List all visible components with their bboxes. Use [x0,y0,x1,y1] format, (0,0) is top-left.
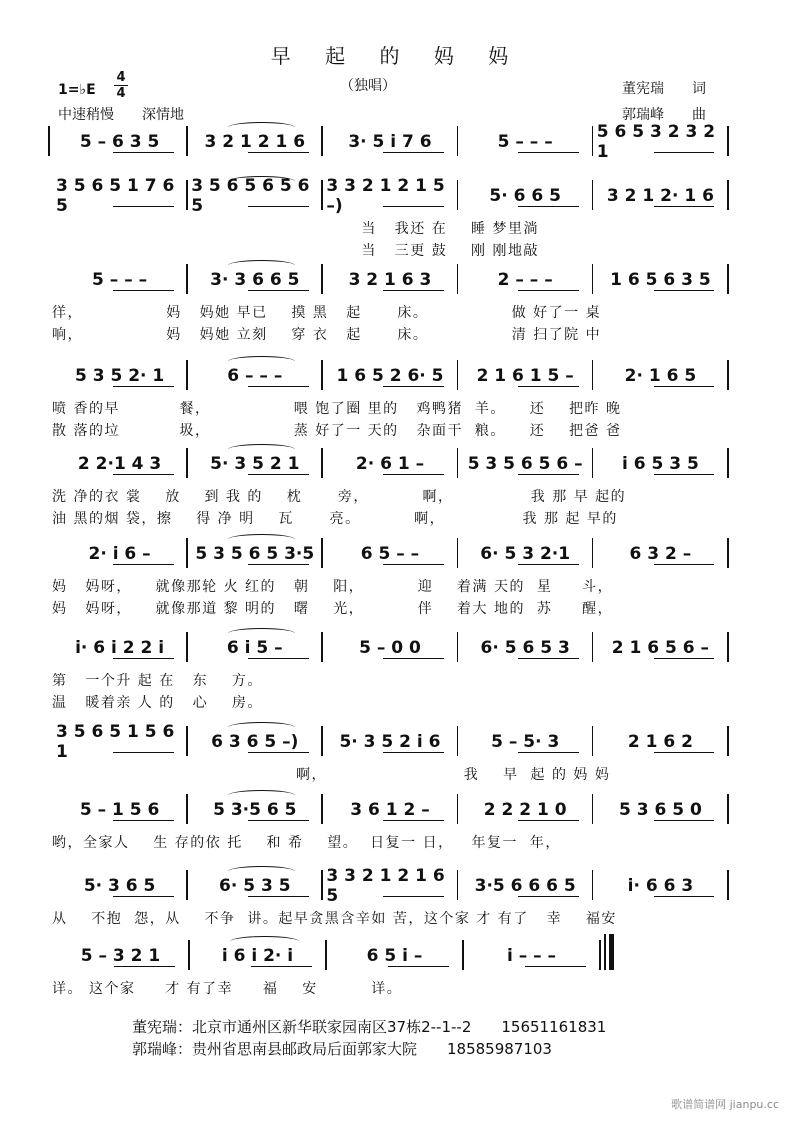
lyrics-verse-1: 妈 妈呀， 就像那轮 火 红的 朝 阳， 迎 着满 天的 星 斗， [52,579,614,595]
measure: 5 3 6 5 0 [618,800,702,820]
measure: 3 2 1 6 3 [348,270,432,290]
beam-underline [383,290,444,291]
beam-underline [248,152,309,153]
lyrics-verse-1: 详。 这个家 才 有了幸 福 安 详。 [52,981,403,997]
song-title: 早 起 的 妈 妈 [270,44,523,68]
site-watermark: 歌谱简谱网 jianpu.cc [671,1098,779,1111]
contact-line-composer: 郭瑞峰：贵州省思南县邮政局后面郭家大院 18585987103 [132,1040,552,1058]
beam-underline [383,658,444,659]
measure: 5 – 5· 3 [491,732,560,752]
lyrics-verse-1: 当 我还 在 睡 梦里淌 [52,221,539,237]
measure: 2· i 6 – [88,544,151,564]
measure: 1 6 5 2 6· 5 [336,366,444,386]
beam-underline [654,206,715,207]
measure: 5· 3 5 2 i 6 [339,732,441,752]
beam-underline [113,564,174,565]
bar-line [727,726,729,756]
beam-underline [113,896,174,897]
beam-underline [518,152,579,153]
beam-underline [518,820,579,821]
composer-credit: 郭瑞峰 曲 [622,107,706,123]
beam-underline [654,474,715,475]
lyrics-verse-1: 洗 净的衣 裳 放 到 我 的 枕 旁， 啊， 我 那 早 起的 [52,489,627,505]
beam-underline [383,896,444,897]
measure: 3 5 6 5 6 5 6 5 [191,176,310,216]
slur-mark [228,534,296,545]
measure: 3 2 1 2 1 6 [204,132,306,152]
beam-underline [248,752,309,753]
beam-underline [113,290,174,291]
beam-underline [383,206,444,207]
notation-row [52,540,728,568]
beam-underline [248,386,309,387]
beam-underline [518,290,579,291]
measure: 5 – 0 0 [359,638,421,658]
beam-underline [248,658,309,659]
performance-type: （独唱） [340,78,396,94]
beam-underline [654,658,715,659]
lyrics-verse-2: 妈 妈呀， 就像那道 黎 明的 曙 光， 伴 着大 地的 苏 醒， [52,601,614,617]
slur-mark [228,866,296,877]
measure: 5 – – – [92,270,148,290]
lyrics-verse-2: 温 暖着亲 人 的 心 房。 [52,695,263,711]
beam-underline [383,152,444,153]
measure: 6 5 – – [360,544,420,564]
beam-underline [654,564,715,565]
measure: 2 1 6 1 5 – [476,366,574,386]
bar-line [599,940,601,970]
measure: 3 3 2 1 2 1 5 –) [326,176,445,216]
bar-line [727,870,729,900]
notation-row [52,176,728,216]
contact-info [132,1016,606,1060]
lyrics-verse-2: 响， 妈 妈她 立刻 穿 衣 起 床。 清 扫了院 中 [52,327,602,343]
measure: 2 – – – [497,270,553,290]
measure: 6 5 i – [366,946,423,966]
notation-row [52,634,728,662]
measure: 2 2 2 1 0 [483,800,567,820]
notation-row [52,722,728,762]
beam-underline [518,752,579,753]
beam-underline [654,896,715,897]
notation-row [52,866,728,906]
measure: 3·5 6 6 6 5 [474,876,576,896]
lyrics-verse-1: 从 不抱 怨，从 不争 讲。起早贪黑含辛如 苦，这个家 才 有了 幸 福安 [52,911,617,927]
beam-underline [248,896,309,897]
lyrics-verse-2: 油 黑的烟 袋，擦 得 净 明 瓦 亮。 啊， 我 那 起 早的 [52,511,618,527]
measure: 1 6 5 6 3 5 [610,270,711,290]
beam-underline [383,386,444,387]
notation-row [52,122,728,162]
contact-line-lyricist: 董宪瑞：北京市通州区新华联家园南区37栋2--1--2 15651161831 [132,1018,607,1036]
measure: i· 6 6 3 [627,876,694,896]
lyrics-verse-1: 第 一个升 起 在 东 方。 [52,673,263,689]
beam-underline [654,820,715,821]
time-sig-bottom: 4 [114,85,128,101]
bar-line [727,360,729,390]
measure: 2 1 6 5 6 – [611,638,710,658]
beam-underline [248,564,309,565]
beam-underline [654,386,715,387]
slur-mark [228,722,296,733]
beam-underline [113,152,174,153]
slur-mark [228,176,296,187]
beam-underline [518,474,579,475]
measure: 2· 1 6 5 [624,366,697,386]
system-start-line [48,126,50,156]
measure: 5 – 6 3 5 [79,132,160,152]
slur-mark [228,628,296,639]
key-signature: 1=♭E [58,82,96,98]
measure: i· 6 i 2 2 i [75,638,165,658]
measure: 5· 3 6 5 [83,876,156,896]
measure: 5 3 5 2· 1 [74,366,165,386]
measure: 5 – – – [497,132,553,152]
beam-underline [113,658,174,659]
beam-underline [113,386,174,387]
beam-underline [518,386,579,387]
lyrics-verse-1: 喷 香的早 餐， 喂 饱了圈 里的 鸡鸭猪 羊。 还 把昨 晚 [52,401,622,417]
bar-line [727,448,729,478]
beam-underline [383,564,444,565]
measure: 6· 5 3 5 [219,876,291,896]
bar-line [727,180,729,210]
notation-row [52,942,728,970]
slur-mark [228,260,296,271]
measure: 6 – – – [227,366,283,386]
beam-underline [251,966,313,967]
beam-underline [248,820,309,821]
measure: i – – – [506,946,557,966]
beam-underline [388,966,450,967]
beam-underline [248,290,309,291]
final-bar-thin [604,934,606,970]
lyrics-verse-1: 啊， 我 早 起 的 妈 妈 [52,767,611,783]
slur-mark [228,122,296,133]
beam-underline [113,474,174,475]
notation-row [52,266,728,294]
beam-underline [248,206,309,207]
lyrics-verse-2: 散 落的垃 圾， 蒸 好了一 天的 杂面干 粮。 还 把爸 爸 [52,423,622,439]
beam-underline [383,820,444,821]
bar-line [727,632,729,662]
measure: 3 5 6 5 1 5 6 1 [56,722,175,762]
beam-underline [113,820,174,821]
bar-line [727,126,729,156]
beam-underline [518,896,579,897]
bar-line [727,264,729,294]
beam-underline [113,206,174,207]
beam-underline [518,658,579,659]
bar-line [727,538,729,568]
beam-underline [113,752,174,753]
measure: 5 3·5 6 5 [213,800,297,820]
measure: 2· 6 1 – [355,454,425,474]
measure: 5 3 5 6 5 6 – [467,454,583,474]
measure: 3 6 1 2 – [350,800,430,820]
measure: 5 3 5 6 5 3·5 [195,544,315,564]
measure: 5 – 3 2 1 [80,946,161,966]
lyrics-verse-2: 当 三更 鼓 刚 刚地敲 [52,243,539,259]
beam-underline [654,752,715,753]
measure: 6· 5 6 5 3 [480,638,570,658]
beam-underline [518,206,579,207]
measure: 5 6 5 3 2 3 2 1 [596,122,716,162]
notation-row [52,796,728,824]
measure: 6· 5 3 2·1 [480,544,571,564]
slur-mark [228,444,296,455]
tempo-marking: 中速稍慢 深情地 [58,107,184,123]
beam-underline [383,752,444,753]
beam-underline [114,966,176,967]
lyricist-credit: 董宪瑞 词 [622,81,706,97]
measure: 5 – 1 5 6 [79,800,160,820]
measure: 6 i 5 – [226,638,283,658]
beam-underline [525,966,587,967]
beam-underline [248,474,309,475]
time-signature [114,70,128,101]
final-bar-thick [609,934,614,970]
bar-line [727,794,729,824]
measure: i 6 i 2· i [221,946,294,966]
beam-underline [654,152,715,153]
measure: 3 2 1 2· 1 6 [606,186,714,206]
measure: 3 5 6 5 1 7 6 5 [56,176,175,216]
beam-underline [654,290,715,291]
measure: 3· 5 i 7 6 [348,132,432,152]
lyrics-verse-1: 哟，全家人 生 存的依 托 和 希 望。 日复一 日， 年复一 年， [52,835,561,851]
measure: 6 3 2 – [629,544,692,564]
slur-mark [228,790,296,801]
measure: i 6 5 3 5 [621,454,699,474]
measure: 5· 6 6 5 [489,186,561,206]
beam-underline [518,564,579,565]
lyrics-verse-1: 徉， 妈 妈她 早已 摸 黑 起 床。 做 好了一 桌 [52,305,602,321]
measure: 3 3 2 1 2 1 6 5 [326,866,445,906]
beam-underline [383,474,444,475]
measure: 2 1 6 2 [627,732,693,752]
notation-row [52,450,728,478]
time-sig-top: 4 [116,70,126,85]
notation-row [52,362,728,390]
measure: 3· 3 6 6 5 [210,270,300,290]
slur-mark [228,356,296,367]
measure: 5· 3 5 2 1 [210,454,300,474]
measure: 2 2·1 4 3 [77,454,162,474]
measure: 6 3 6 5 –) [211,732,299,752]
slur-mark [230,936,299,947]
